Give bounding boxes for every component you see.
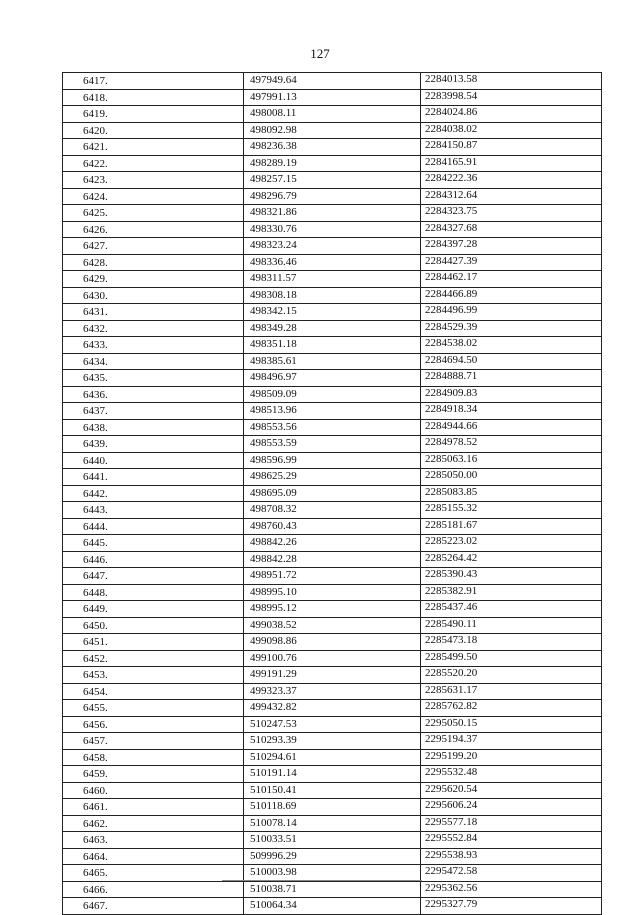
easting-value: 498385.61 — [244, 353, 421, 370]
coordinate-table — [62, 72, 602, 915]
northing-value: 2285264.42 — [421, 551, 602, 568]
row-number: 6427. — [63, 238, 244, 255]
row-number: 6455. — [63, 700, 244, 717]
easting-value: 497991.13 — [244, 89, 421, 106]
table-row — [63, 667, 602, 684]
easting-value: 498342.15 — [244, 304, 421, 321]
row-number: 6446. — [63, 551, 244, 568]
easting-value: 498995.12 — [244, 601, 421, 618]
table-row — [63, 73, 602, 90]
table-row — [63, 172, 602, 189]
coordinate-table-body — [63, 73, 602, 915]
easting-value: 510150.41 — [244, 782, 421, 799]
northing-value: 2295194.37 — [421, 733, 602, 750]
easting-value: 498513.96 — [244, 403, 421, 420]
northing-value: 2285390.43 — [421, 568, 602, 585]
easting-value: 498596.99 — [244, 452, 421, 469]
row-number: 6463. — [63, 832, 244, 849]
easting-value: 499323.37 — [244, 683, 421, 700]
easting-value: 498296.79 — [244, 188, 421, 205]
table-row — [63, 848, 602, 865]
northing-value: 2295606.24 — [421, 799, 602, 816]
easting-value: 499432.82 — [244, 700, 421, 717]
easting-value: 499191.29 — [244, 667, 421, 684]
easting-value: 498553.56 — [244, 419, 421, 436]
easting-value: 498311.57 — [244, 271, 421, 288]
row-number: 6435. — [63, 370, 244, 387]
table-row — [63, 419, 602, 436]
table-row — [63, 139, 602, 156]
row-number: 6422. — [63, 155, 244, 172]
northing-value: 2284462.17 — [421, 271, 602, 288]
easting-value: 510078.14 — [244, 815, 421, 832]
easting-value: 498321.86 — [244, 205, 421, 222]
easting-value: 498257.15 — [244, 172, 421, 189]
table-row — [63, 716, 602, 733]
row-number: 6431. — [63, 304, 244, 321]
row-number: 6418. — [63, 89, 244, 106]
table-row — [63, 469, 602, 486]
northing-value: 2284150.87 — [421, 139, 602, 156]
easting-value: 509996.29 — [244, 848, 421, 865]
northing-value: 2283998.54 — [421, 89, 602, 106]
easting-value: 498092.98 — [244, 122, 421, 139]
northing-value: 2284694.50 — [421, 353, 602, 370]
northing-value: 2284312.64 — [421, 188, 602, 205]
table-row — [63, 683, 602, 700]
northing-value: 2285181.67 — [421, 518, 602, 535]
northing-value: 2285490.11 — [421, 617, 602, 634]
easting-value: 510294.61 — [244, 749, 421, 766]
northing-value: 2285382.91 — [421, 584, 602, 601]
row-number: 6426. — [63, 221, 244, 238]
table-row — [63, 452, 602, 469]
northing-value: 2295577.18 — [421, 815, 602, 832]
northing-value: 2295472.58 — [421, 865, 602, 882]
northing-value: 2285050.00 — [421, 469, 602, 486]
easting-value: 498289.19 — [244, 155, 421, 172]
easting-value: 510003.98 — [244, 865, 421, 882]
easting-value: 510033.51 — [244, 832, 421, 849]
northing-value: 2285762.82 — [421, 700, 602, 717]
table-row — [63, 749, 602, 766]
northing-value: 2284165.91 — [421, 155, 602, 172]
row-number: 6440. — [63, 452, 244, 469]
row-number: 6450. — [63, 617, 244, 634]
table-row — [63, 782, 602, 799]
row-number: 6437. — [63, 403, 244, 420]
table-row — [63, 518, 602, 535]
table-row — [63, 568, 602, 585]
easting-value: 497949.64 — [244, 73, 421, 90]
row-number: 6464. — [63, 848, 244, 865]
easting-value: 499038.52 — [244, 617, 421, 634]
easting-value: 498349.28 — [244, 320, 421, 337]
table-row — [63, 733, 602, 750]
northing-value: 2285473.18 — [421, 634, 602, 651]
northing-value: 2295362.56 — [421, 881, 602, 898]
northing-value: 2284024.86 — [421, 106, 602, 123]
easting-value: 510293.39 — [244, 733, 421, 750]
table-row — [63, 304, 602, 321]
row-number: 6453. — [63, 667, 244, 684]
easting-value: 499098.86 — [244, 634, 421, 651]
northing-value: 2284496.99 — [421, 304, 602, 321]
easting-value: 510247.53 — [244, 716, 421, 733]
northing-value: 2285520.20 — [421, 667, 602, 684]
easting-value: 498330.76 — [244, 221, 421, 238]
table-row — [63, 436, 602, 453]
easting-value: 510191.14 — [244, 766, 421, 783]
table-row — [63, 386, 602, 403]
northing-value: 2285631.17 — [421, 683, 602, 700]
northing-value: 2284038.02 — [421, 122, 602, 139]
row-number: 6456. — [63, 716, 244, 733]
table-row — [63, 271, 602, 288]
northing-value: 2295199.20 — [421, 749, 602, 766]
easting-value: 498236.38 — [244, 139, 421, 156]
northing-value: 2285223.02 — [421, 535, 602, 552]
row-number: 6447. — [63, 568, 244, 585]
easting-value: 498351.18 — [244, 337, 421, 354]
northing-value: 2295327.79 — [421, 898, 602, 915]
table-row — [63, 205, 602, 222]
footer-rule — [222, 880, 422, 881]
easting-value: 498625.29 — [244, 469, 421, 486]
table-row — [63, 766, 602, 783]
table-row — [63, 502, 602, 519]
table-row — [63, 898, 602, 915]
table-row — [63, 584, 602, 601]
table-row — [63, 238, 602, 255]
table-row — [63, 370, 602, 387]
row-number: 6438. — [63, 419, 244, 436]
row-number: 6441. — [63, 469, 244, 486]
row-number: 6417. — [63, 73, 244, 90]
table-row — [63, 881, 602, 898]
easting-value: 498008.11 — [244, 106, 421, 123]
table-row — [63, 815, 602, 832]
row-number: 6461. — [63, 799, 244, 816]
row-number: 6443. — [63, 502, 244, 519]
northing-value: 2284222.36 — [421, 172, 602, 189]
row-number: 6459. — [63, 766, 244, 783]
table-row — [63, 485, 602, 502]
northing-value: 2285155.32 — [421, 502, 602, 519]
easting-value: 498951.72 — [244, 568, 421, 585]
row-number: 6434. — [63, 353, 244, 370]
row-number: 6448. — [63, 584, 244, 601]
easting-value: 498509.09 — [244, 386, 421, 403]
northing-value: 2284013.58 — [421, 73, 602, 90]
row-number: 6454. — [63, 683, 244, 700]
table-row — [63, 188, 602, 205]
northing-value: 2284538.02 — [421, 337, 602, 354]
northing-value: 2285063.16 — [421, 452, 602, 469]
row-number: 6424. — [63, 188, 244, 205]
table-row — [63, 865, 602, 882]
table-row — [63, 650, 602, 667]
easting-value: 498995.10 — [244, 584, 421, 601]
row-number: 6465. — [63, 865, 244, 882]
northing-value: 2284427.39 — [421, 254, 602, 271]
table-row — [63, 535, 602, 552]
row-number: 6419. — [63, 106, 244, 123]
row-number: 6433. — [63, 337, 244, 354]
easting-value: 498336.46 — [244, 254, 421, 271]
northing-value: 2284327.68 — [421, 221, 602, 238]
table-row — [63, 551, 602, 568]
row-number: 6420. — [63, 122, 244, 139]
easting-value: 510064.34 — [244, 898, 421, 915]
northing-value: 2284918.34 — [421, 403, 602, 420]
easting-value: 510118.69 — [244, 799, 421, 816]
page-number: 127 — [310, 46, 330, 61]
table-row — [63, 403, 602, 420]
table-row — [63, 634, 602, 651]
table-row — [63, 155, 602, 172]
table-row — [63, 832, 602, 849]
northing-value: 2295552.84 — [421, 832, 602, 849]
row-number: 6460. — [63, 782, 244, 799]
row-number: 6439. — [63, 436, 244, 453]
table-row — [63, 353, 602, 370]
table-row — [63, 601, 602, 618]
easting-value: 498695.09 — [244, 485, 421, 502]
table-row — [63, 337, 602, 354]
northing-value: 2284529.39 — [421, 320, 602, 337]
row-number: 6428. — [63, 254, 244, 271]
easting-value: 510038.71 — [244, 881, 421, 898]
northing-value: 2284466.89 — [421, 287, 602, 304]
table-row — [63, 106, 602, 123]
row-number: 6432. — [63, 320, 244, 337]
row-number: 6423. — [63, 172, 244, 189]
easting-value: 498842.26 — [244, 535, 421, 552]
northing-value: 2284888.71 — [421, 370, 602, 387]
table-row — [63, 221, 602, 238]
northing-value: 2295538.93 — [421, 848, 602, 865]
easting-value: 498496.97 — [244, 370, 421, 387]
row-number: 6442. — [63, 485, 244, 502]
northing-value: 2285437.46 — [421, 601, 602, 618]
northing-value: 2284909.83 — [421, 386, 602, 403]
row-number: 6449. — [63, 601, 244, 618]
easting-value: 498760.43 — [244, 518, 421, 535]
row-number: 6451. — [63, 634, 244, 651]
row-number: 6466. — [63, 881, 244, 898]
easting-value: 499100.76 — [244, 650, 421, 667]
row-number: 6458. — [63, 749, 244, 766]
northing-value: 2295532.48 — [421, 766, 602, 783]
row-number: 6457. — [63, 733, 244, 750]
northing-value: 2285083.85 — [421, 485, 602, 502]
table-row — [63, 799, 602, 816]
row-number: 6429. — [63, 271, 244, 288]
row-number: 6430. — [63, 287, 244, 304]
row-number: 6452. — [63, 650, 244, 667]
northing-value: 2295050.15 — [421, 716, 602, 733]
table-row — [63, 287, 602, 304]
row-number: 6445. — [63, 535, 244, 552]
northing-value: 2284397.28 — [421, 238, 602, 255]
easting-value: 498308.18 — [244, 287, 421, 304]
row-number: 6436. — [63, 386, 244, 403]
northing-value: 2295620.54 — [421, 782, 602, 799]
table-row — [63, 617, 602, 634]
table-row — [63, 89, 602, 106]
table-row — [63, 254, 602, 271]
table-row — [63, 320, 602, 337]
easting-value: 498842.28 — [244, 551, 421, 568]
northing-value: 2284323.75 — [421, 205, 602, 222]
table-row — [63, 122, 602, 139]
easting-value: 498708.32 — [244, 502, 421, 519]
northing-value: 2284978.52 — [421, 436, 602, 453]
easting-value: 498323.24 — [244, 238, 421, 255]
row-number: 6444. — [63, 518, 244, 535]
row-number: 6421. — [63, 139, 244, 156]
row-number: 6425. — [63, 205, 244, 222]
row-number: 6462. — [63, 815, 244, 832]
row-number: 6467. — [63, 898, 244, 915]
northing-value: 2284944.66 — [421, 419, 602, 436]
easting-value: 498553.59 — [244, 436, 421, 453]
table-row — [63, 700, 602, 717]
northing-value: 2285499.50 — [421, 650, 602, 667]
